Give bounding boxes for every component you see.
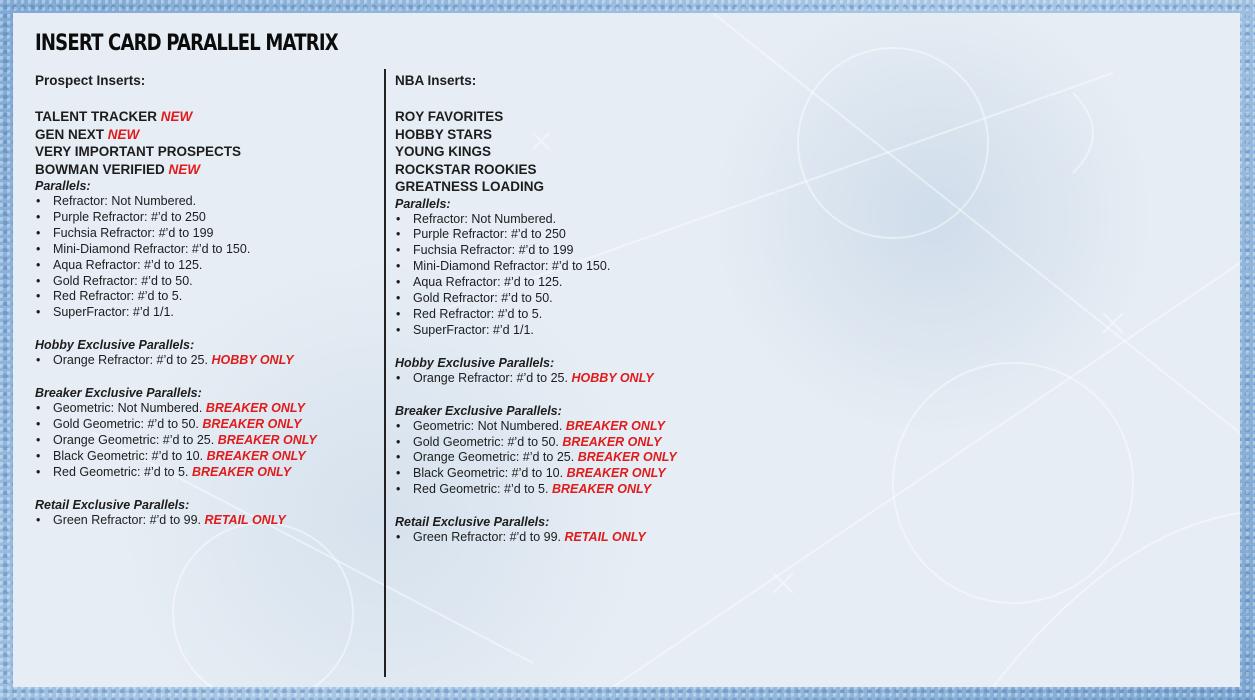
parallel-item: • Red Geometric: #’d to 5. BREAKER ONLY: [35, 465, 375, 481]
parallel-item: • Black Geometric: #’d to 10. BREAKER ONLY: [35, 449, 375, 465]
parallel-item: • Geometric: Not Numbered. BREAKER ONLY: [35, 401, 375, 417]
parallels-list: [35, 194, 375, 321]
retail-exclusive-heading: Retail Exclusive Parallels:: [395, 515, 550, 530]
parallel-item: • Gold Refractor: #’d to 50.: [35, 274, 375, 290]
retail-only-tag: RETAIL ONLY: [204, 512, 286, 527]
new-badge: NEW: [107, 126, 140, 142]
retail-exclusive-list: [395, 530, 815, 546]
parallel-item: • Mini-Diamond Refractor: #’d to 150.: [395, 259, 815, 275]
new-badge: NEW: [160, 109, 193, 124]
breaker-only-tag: BREAKER ONLY: [191, 464, 292, 479]
parallels-heading: Parallels:: [395, 196, 451, 211]
breaker-only-tag: BREAKER ONLY: [577, 450, 677, 465]
parallel-item: • Red Geometric: #’d to 5. BREAKER ONLY: [395, 482, 815, 498]
insert-item: [35, 161, 375, 179]
nba-column: [395, 73, 815, 546]
breaker-only-tag: BREAKER ONLY: [551, 482, 652, 497]
hobby-exclusive-heading: Hobby Exclusive Parallels:: [35, 338, 195, 353]
insert-name: BOWMAN VERIFIED: [35, 161, 165, 177]
parallel-item: • Orange Refractor: #’d to 25. HOBBY ONLY: [395, 371, 815, 387]
parallel-item: • Red Refractor: #’d to 5.: [35, 289, 375, 305]
parallel-item: • Gold Geometric: #’d to 50. BREAKER ONLY: [395, 435, 815, 451]
hobby-exclusive-list: [35, 353, 375, 369]
parallel-item: • Aqua Refractor: #’d to 125.: [35, 258, 375, 274]
parallel-item: • Refractor: Not Numbered.: [395, 212, 815, 228]
parallel-item: • Green Refractor: #’d to 99. RETAIL ONLY: [395, 530, 815, 546]
new-badge: NEW: [168, 161, 201, 177]
insert-name: TALENT TRACKER: [35, 109, 157, 124]
hobby-exclusive-list: [395, 371, 815, 387]
breaker-only-tag: BREAKER ONLY: [562, 434, 662, 449]
breaker-only-tag: BREAKER ONLY: [202, 417, 302, 432]
column-divider: [384, 69, 386, 677]
insert-item: [35, 143, 375, 161]
parallel-item: • Purple Refractor: #’d to 250: [395, 227, 815, 243]
hobby-exclusive-heading: Hobby Exclusive Parallels:: [395, 355, 555, 370]
breaker-only-tag: BREAKER ONLY: [566, 466, 666, 481]
prospect-inserts-heading: Prospect Inserts:: [35, 73, 146, 88]
insert-name: VERY IMPORTANT PROSPECTS: [35, 144, 242, 159]
parallel-item: • Orange Refractor: #’d to 25. HOBBY ONLY: [35, 353, 375, 369]
page-title: INSERT CARD PARALLEL MATRIX: [35, 31, 338, 56]
breaker-exclusive-heading: Breaker Exclusive Parallels:: [35, 386, 202, 401]
insert-item: YOUNG KINGS: [395, 144, 492, 159]
hobby-only-tag: HOBBY ONLY: [211, 353, 294, 368]
retail-exclusive-list: [35, 513, 375, 529]
parallel-item: • Black Geometric: #’d to 10. BREAKER ONLY: [395, 466, 815, 482]
breaker-exclusive-list: [35, 401, 375, 481]
breaker-only-tag: BREAKER ONLY: [206, 448, 306, 463]
parallel-item: • Red Refractor: #’d to 5.: [395, 307, 815, 323]
nba-inserts-heading: NBA Inserts:: [395, 73, 477, 88]
parallel-item: • Orange Geometric: #’d to 25. BREAKER ONLY: [395, 450, 815, 466]
slide-panel: [13, 13, 1240, 687]
insert-item: [35, 126, 375, 144]
insert-item: ROY FAVORITES: [395, 109, 504, 124]
parallel-item: • Fuchsia Refractor: #’d to 199: [35, 226, 375, 242]
parallel-item: • Refractor: Not Numbered.: [35, 194, 375, 210]
breaker-only-tag: BREAKER ONLY: [217, 432, 317, 447]
parallel-item: • Purple Refractor: #’d to 250: [35, 210, 375, 226]
parallel-item: • Fuchsia Refractor: #’d to 199: [395, 243, 815, 259]
breaker-only-tag: BREAKER ONLY: [205, 401, 305, 416]
retail-exclusive-heading: Retail Exclusive Parallels:: [35, 497, 190, 512]
parallel-item: • Geometric: Not Numbered. BREAKER ONLY: [395, 419, 815, 435]
breaker-exclusive-list: [395, 419, 815, 499]
prospect-column: [35, 73, 375, 529]
parallels-heading: Parallels:: [35, 179, 91, 193]
parallel-item: • SuperFractor: #’d 1/1.: [395, 323, 815, 339]
parallel-item: • Mini-Diamond Refractor: #’d to 150.: [35, 242, 375, 258]
parallel-item: • SuperFractor: #’d 1/1.: [35, 305, 375, 321]
insert-item: HOBBY STARS: [395, 126, 493, 142]
insert-name: GEN NEXT: [35, 126, 105, 142]
breaker-only-tag: BREAKER ONLY: [565, 418, 665, 433]
parallel-item: • Aqua Refractor: #’d to 125.: [395, 275, 815, 291]
parallel-item: • Gold Geometric: #’d to 50. BREAKER ONLY: [35, 417, 375, 433]
parallel-item: • Green Refractor: #’d to 99. RETAIL ONLY: [35, 513, 375, 529]
parallel-item: • Orange Geometric: #’d to 25. BREAKER ONLY: [35, 433, 375, 449]
parallel-item: • Gold Refractor: #’d to 50.: [395, 291, 815, 307]
retail-only-tag: RETAIL ONLY: [564, 530, 646, 545]
nba-insert-list: [395, 108, 815, 196]
insert-item: ROCKSTAR ROOKIES: [395, 161, 537, 177]
insert-item: [35, 108, 375, 126]
hobby-only-tag: HOBBY ONLY: [571, 370, 654, 385]
insert-item: GREATNESS LOADING: [395, 179, 545, 194]
parallels-list: [395, 212, 815, 339]
prospect-insert-list: [35, 108, 375, 178]
breaker-exclusive-heading: Breaker Exclusive Parallels:: [395, 403, 562, 418]
